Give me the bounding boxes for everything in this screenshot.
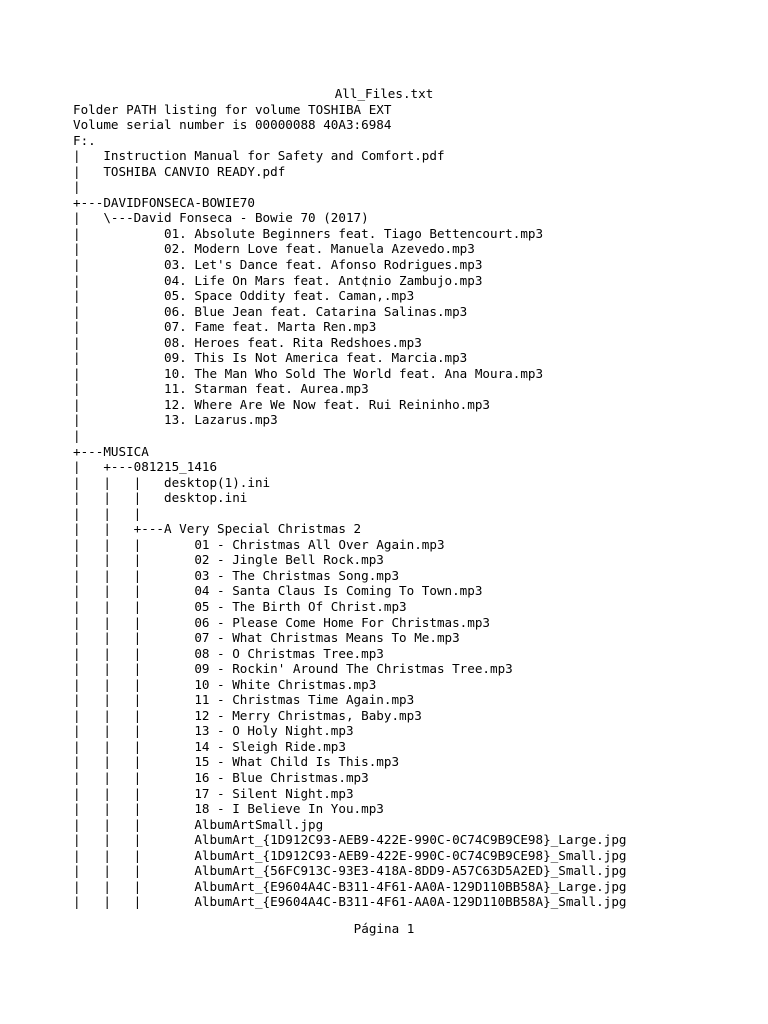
- listing-line: Folder PATH listing for volume TOSHIBA EXT: [73, 101, 392, 117]
- listing-line: | | | 11 - Christmas Time Again.mp3: [73, 692, 415, 708]
- listing-line: | | | AlbumArt_{1D912C93-AEB9-422E-990C-0C74C9B9CE98}_Large.jpg: [73, 832, 627, 848]
- listing-line: | | | AlbumArt_{E9604A4C-B311-4F61-AA0A-129D110BB58A}_Small.jpg: [73, 894, 627, 910]
- listing-line: Volume serial number is 00000088 40A3:6984: [73, 117, 392, 133]
- listing-line: | 11. Starman feat. Aurea.mp3: [73, 381, 369, 397]
- listing-line: | | |: [73, 505, 142, 521]
- listing-line: | | | AlbumArt_{1D912C93-AEB9-422E-990C-0C74C9B9CE98}_Small.jpg: [73, 847, 627, 863]
- listing-line: | | | 10 - White Christmas.mp3: [73, 676, 377, 692]
- listing-line: |: [73, 427, 81, 443]
- listing-line: | 10. The Man Who Sold The World feat. Ana Moura.mp3: [73, 365, 544, 381]
- listing-line: | | | 04 - Santa Claus Is Coming To Town.mp3: [73, 583, 483, 599]
- listing-line: | | | AlbumArtSmall.jpg: [73, 816, 324, 832]
- directory-listing: [73, 102, 627, 910]
- listing-line: | | | 14 - Sleigh Ride.mp3: [73, 738, 346, 754]
- document-title: All_Files.txt: [334, 86, 434, 101]
- listing-line: | 09. This Is Not America feat. Marcia.mp3: [73, 350, 468, 366]
- listing-line: | | +---A Very Special Christmas 2: [73, 521, 362, 537]
- listing-line: | | | 09 - Rockin' Around The Christmas Tree.mp3: [73, 661, 513, 677]
- listing-line: | | | 08 - O Christmas Tree.mp3: [73, 645, 384, 661]
- listing-line: | 03. Let's Dance feat. Afonso Rodrigues.mp3: [73, 256, 483, 272]
- listing-line: | 08. Heroes feat. Rita Redshoes.mp3: [73, 334, 422, 350]
- listing-line: | | | 15 - What Child Is This.mp3: [73, 754, 400, 770]
- listing-line: | 04. Life On Mars feat. Ant¢nio Zambujo.mp3: [73, 272, 483, 288]
- listing-line: | | | 07 - What Christmas Means To Me.mp3: [73, 630, 460, 646]
- listing-line: | 01. Absolute Beginners feat. Tiago Bettencourt.mp3: [73, 225, 544, 241]
- listing-line: | 07. Fame feat. Marta Ren.mp3: [73, 319, 377, 335]
- listing-line: F:.: [73, 132, 96, 148]
- listing-line: | | | 17 - Silent Night.mp3: [73, 785, 354, 801]
- listing-line: | 05. Space Oddity feat. Caman,.mp3: [73, 288, 415, 304]
- listing-line: | | | 12 - Merry Christmas, Baby.mp3: [73, 707, 422, 723]
- listing-line: | | | AlbumArt_{E9604A4C-B311-4F61-AA0A-129D110BB58A}_Large.jpg: [73, 878, 627, 894]
- listing-line: | | | desktop(1).ini: [73, 474, 271, 490]
- listing-line: | | | 13 - O Holy Night.mp3: [73, 723, 354, 739]
- listing-line: | | | AlbumArt_{56FC913C-93E3-418A-8DD9-A57C63D5A2ED}_Small.jpg: [73, 863, 627, 879]
- page-number: Página 1: [353, 921, 415, 936]
- listing-line: | | | desktop.ini: [73, 490, 248, 506]
- listing-line: +---MUSICA: [73, 443, 149, 459]
- listing-line: |: [73, 179, 81, 195]
- listing-line: | | | 01 - Christmas All Over Again.mp3: [73, 536, 445, 552]
- listing-line: | | | 16 - Blue Christmas.mp3: [73, 770, 369, 786]
- listing-line: +---DAVIDFONSECA-BOWIE70: [73, 194, 255, 210]
- listing-line: | | | 03 - The Christmas Song.mp3: [73, 567, 400, 583]
- listing-line: | | | 18 - I Believe In You.mp3: [73, 801, 384, 817]
- listing-line: | 13. Lazarus.mp3: [73, 412, 278, 428]
- listing-line: | 12. Where Are We Now feat. Rui Reininho.mp3: [73, 396, 491, 412]
- listing-line: | 02. Modern Love feat. Manuela Azevedo.mp3: [73, 241, 475, 257]
- listing-line: | | | 06 - Please Come Home For Christmas.mp3: [73, 614, 491, 630]
- listing-line: | +---081215_1416: [73, 459, 218, 475]
- listing-line: | Instruction Manual for Safety and Comfort.pdf: [73, 148, 445, 164]
- listing-line: | | | 02 - Jingle Bell Rock.mp3: [73, 552, 384, 568]
- listing-line: | | | 05 - The Birth Of Christ.mp3: [73, 599, 407, 614]
- listing-line: | TOSHIBA CANVIO READY.pdf: [73, 163, 286, 179]
- listing-line: | 06. Blue Jean feat. Catarina Salinas.mp3: [73, 303, 468, 319]
- listing-line: | \---David Fonseca - Bowie 70 (2017): [73, 210, 369, 226]
